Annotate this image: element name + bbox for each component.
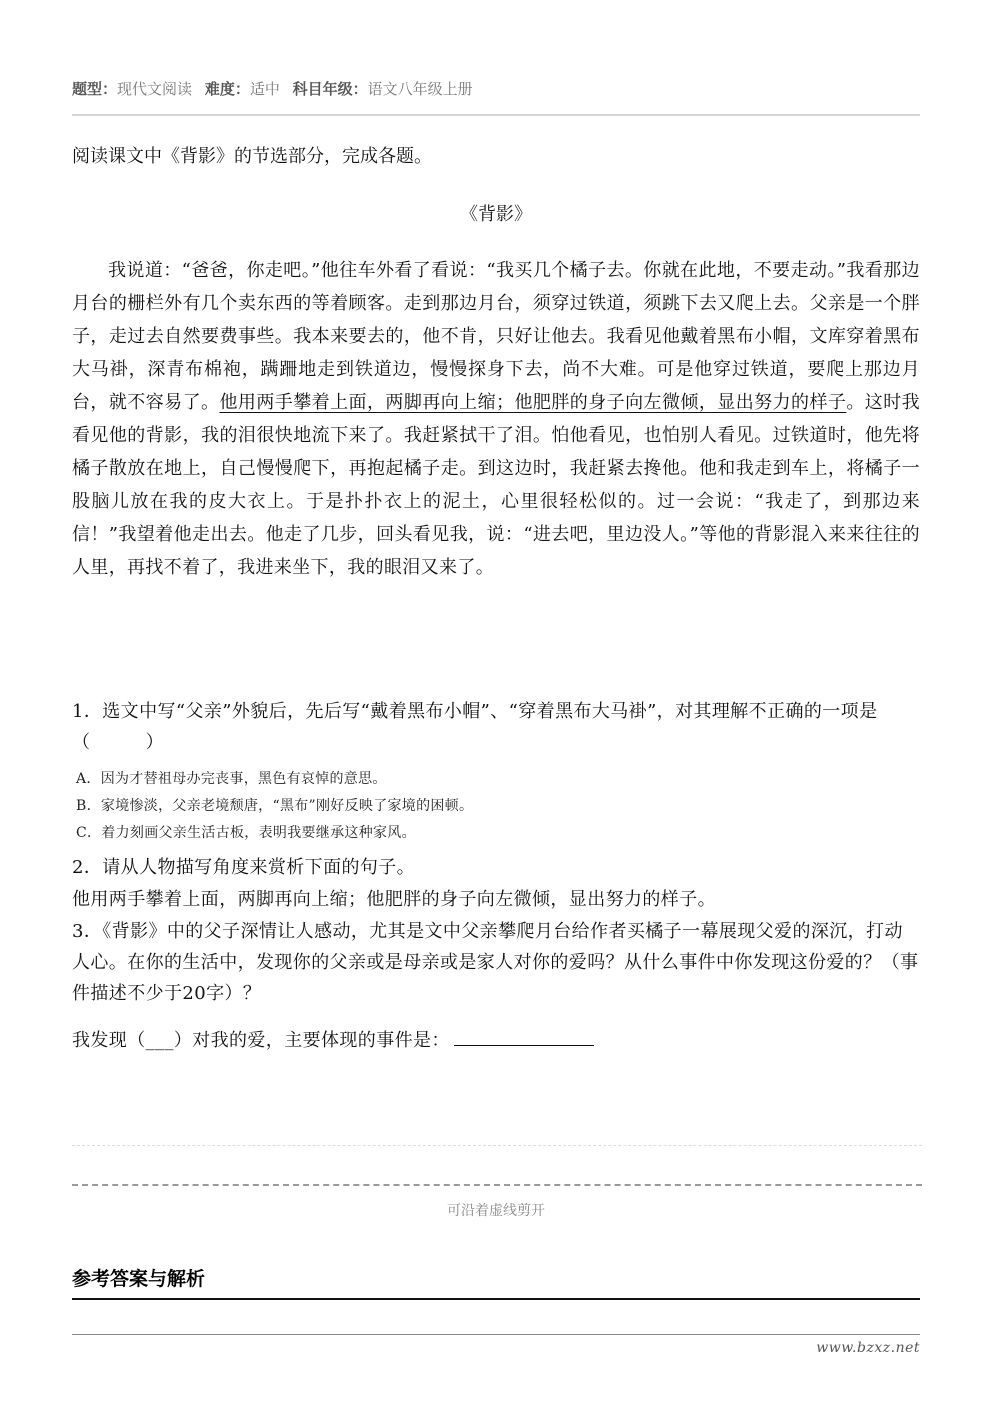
question-3-fill-line [72, 1025, 920, 1056]
header-divider [72, 114, 920, 116]
question-3 [72, 916, 920, 1009]
underlined-sentence: 他用两手攀着上面，两脚再向上缩；他肥胖的身子向左微倾，显出努力的样子 [219, 392, 847, 413]
question-2-number: 2． [72, 857, 103, 878]
answer-heading: 参考答案与解析 [72, 1268, 206, 1290]
question-1-number: 1． [72, 701, 103, 722]
intro-instruction: 阅读课文中《背影》的节选部分，完成各题。 [72, 146, 432, 167]
type-label: 题型： [72, 80, 118, 98]
subject-label: 科目年级： [292, 80, 368, 98]
option-c: C．着力刻画父亲生活古板，表明我要继承这种家风。 [76, 825, 416, 841]
cut-caption: 可沿着虚线剪开 [447, 1203, 545, 1219]
footer-divider [72, 1334, 920, 1335]
question-3-text: 《背影》中的父子深情让人感动，尤其是文中父亲攀爬月台给作者买橘子一幕展现父爱的深沉，打动人心。在你的生活中，发现你的父亲或是母亲或是家人对你的爱吗？从什么事件中你发现这份爱的？（事件描述不少于20字）？ [72, 921, 919, 1004]
subject-value: 语文八年级上册 [367, 80, 473, 98]
difficulty-label: 难度： [204, 80, 250, 98]
option-a: A．因为才替祖母办完丧事，黑色有哀悼的意思。 [76, 771, 387, 787]
option-b: B．家境惨淡，父亲老境颓唐，“黑布”刚好反映了家境的困顿。 [76, 798, 474, 814]
fill-prefix: 我发现（ [72, 1030, 146, 1051]
question-2-quote: 他用两手攀着上面，两脚再向上缩；他肥胖的身子向左微倾，显出努力的样子。 [72, 889, 716, 910]
question-1 [72, 696, 920, 758]
question-3-number: 3． [72, 921, 103, 942]
passage-body [72, 254, 920, 584]
question-2-text: 请从人物描写角度来赏析下面的句子。 [102, 857, 416, 878]
fill-blank-who[interactable]: ___ [145, 1030, 174, 1051]
question-2 [72, 852, 920, 883]
question-1-text: 选文中写“父亲”外貌后，先后写“戴着黑布小帽”、“穿着黑布大马褂”，对其理解不正确的一项是（ ） [72, 701, 878, 753]
passage-text-start: 我说道：“爸爸，你走吧。”他往车外看了看说：“我买几个橘子去。你就在此地，不要走动。”我看那边月台的栅栏外有几个卖东西的等着顾客。走到那边月台，须穿过铁道，须跳下去又爬上去。父亲是一个胖子，走过去自然要费事些。我本来要去的，他不肯，只好让他去。我看见他戴着黑布小帽，文库穿着黑布大马褂，深青布棉袍，蹒跚地走到铁道边，慢慢探身下去，尚不大难。可是他穿过铁道，要爬上那边月台，就不容易了。 [72, 260, 920, 413]
difficulty-value: 适中 [249, 80, 280, 98]
fill-blank-event[interactable] [454, 1027, 594, 1046]
passage-title: 《背影》 [460, 204, 532, 225]
cut-line [72, 1184, 922, 1186]
footer-site: www.bzxz.net [816, 1340, 920, 1356]
answer-divider [72, 1298, 920, 1300]
fill-middle: ）对我的爱，主要体现的事件是： [173, 1030, 450, 1051]
type-value: 现代文阅读 [117, 80, 193, 98]
passage-text-end: 。这时我看见他的背影，我的泪很快地流下来了。我赶紧拭干了泪。怕他看见，也怕别人看见。过铁道时，他先将橘子散放在地上，自己慢慢爬下，再抱起橘子走。到这边时，我赶紧去搀他。他和我走到车上，将橘子一股脑儿放在我的皮大衣上。于是扑扑衣上的泥土，心里很轻松似的。过一会说：“我走了，到那边来信！”我望着他走出去。他走了几步，回头看见我，说：“进去吧，里边没人。”等他的背影混入来来往往的人里，再找不着了，我进来坐下，我的眼泪又来了。 [72, 392, 920, 578]
question-meta [72, 78, 473, 99]
dashed-divider-light [72, 1145, 922, 1146]
